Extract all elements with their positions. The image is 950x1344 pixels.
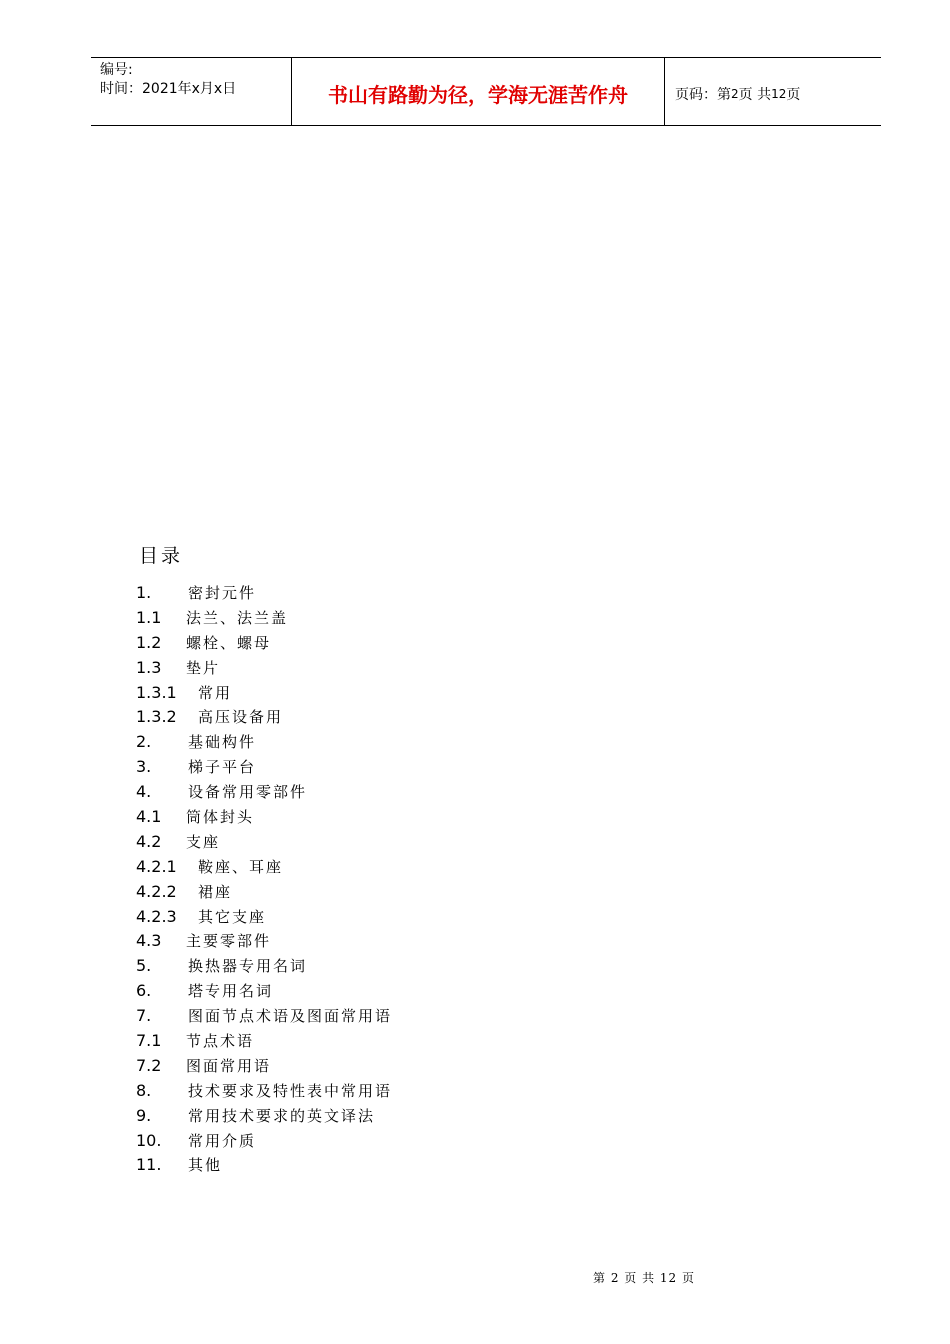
toc-item-title: 常用介质 <box>188 1131 257 1150</box>
toc-item-title: 技术要求及特性表中常用语 <box>188 1081 393 1100</box>
document-time: 时间：2021年x月x日 <box>100 81 237 97</box>
toc-item-title: 换热器专用名词 <box>188 957 308 976</box>
toc-item[interactable] <box>136 1153 392 1178</box>
toc-item-number: 4.2 <box>136 831 162 851</box>
toc-item-title: 图面常用语 <box>186 1056 272 1075</box>
header-meta <box>91 58 292 125</box>
toc-item-title: 垫片 <box>186 658 221 677</box>
toc-item[interactable] <box>136 880 392 905</box>
page-footer: 第 2 页 共 12 页 <box>593 1271 695 1285</box>
toc-item[interactable] <box>136 755 392 780</box>
toc-item-number: 4.2.1 <box>136 856 177 876</box>
toc-item[interactable] <box>136 681 392 706</box>
toc-item-number: 1.1 <box>136 607 162 627</box>
header-motto: 书山有路勤为径，学海无涯苦作舟 <box>292 58 665 125</box>
toc-item[interactable] <box>136 656 392 681</box>
toc-item[interactable] <box>136 1004 392 1029</box>
toc-item-number: 7.1 <box>136 1031 162 1051</box>
toc-item[interactable] <box>136 979 392 1004</box>
toc-item-title: 常用 <box>198 683 233 702</box>
toc-item-title: 常用技术要求的英文译法 <box>188 1106 376 1125</box>
toc-item-number: 1.3 <box>136 657 162 677</box>
toc-item-number: 1. <box>136 583 152 602</box>
toc-item-number: 6. <box>136 981 152 1001</box>
toc-item[interactable] <box>136 705 392 730</box>
toc-item[interactable] <box>136 780 392 805</box>
toc-item-number: 7. <box>136 1006 152 1026</box>
toc-item-number: 4. <box>136 782 152 802</box>
toc-item[interactable] <box>136 1104 392 1129</box>
toc-item-title: 基础构件 <box>188 733 257 752</box>
page-prefix: 页码：第 <box>675 86 731 103</box>
toc-item-title: 裙座 <box>198 882 233 901</box>
toc-item-number: 11. <box>136 1155 162 1175</box>
toc-item-title: 梯子平台 <box>188 758 257 777</box>
toc-item-number: 3. <box>136 757 152 777</box>
table-of-contents <box>136 581 392 1178</box>
toc-item-number: 10. <box>136 1130 162 1150</box>
toc-item-title: 法兰、法兰盖 <box>186 608 289 627</box>
toc-item-number: 4.3 <box>136 931 162 951</box>
toc-item[interactable] <box>136 954 392 979</box>
toc-item-number: 4.2.3 <box>136 906 177 926</box>
toc-item[interactable] <box>136 631 392 656</box>
toc-item-number: 4.1 <box>136 807 162 827</box>
toc-item-title: 密封元件 <box>188 584 257 602</box>
toc-item[interactable] <box>136 905 392 930</box>
toc-item[interactable] <box>136 606 392 631</box>
page-current: 2 <box>731 86 739 101</box>
toc-item-title: 塔专用名词 <box>188 982 274 1001</box>
toc-title: 目录 <box>139 545 184 567</box>
toc-item[interactable] <box>136 1029 392 1054</box>
toc-item-title: 其他 <box>188 1156 223 1175</box>
toc-item[interactable] <box>136 805 392 830</box>
toc-item-number: 1.3.2 <box>136 707 177 727</box>
toc-item-number: 7.2 <box>136 1055 162 1075</box>
toc-item-title: 鞍座、耳座 <box>198 857 284 876</box>
toc-item-number: 1.2 <box>136 632 162 652</box>
header-page-info <box>665 58 881 125</box>
toc-item-number: 8. <box>136 1080 152 1100</box>
toc-item-title: 节点术语 <box>186 1032 255 1051</box>
toc-item[interactable] <box>136 929 392 954</box>
toc-item-title: 支座 <box>186 832 221 851</box>
toc-item-title: 其它支座 <box>198 907 267 926</box>
toc-item[interactable] <box>136 1054 392 1079</box>
toc-item[interactable] <box>136 1129 392 1154</box>
page-header <box>91 57 881 126</box>
toc-item[interactable] <box>136 855 392 880</box>
page-suffix: 页 <box>786 86 801 103</box>
page-mid: 页 共 <box>738 86 772 103</box>
toc-item-title: 图面节点术语及图面常用语 <box>188 1007 393 1026</box>
toc-item[interactable] <box>136 581 392 606</box>
toc-item-title: 设备常用零部件 <box>188 783 308 802</box>
toc-item[interactable] <box>136 1079 392 1104</box>
page-total: 12 <box>771 86 787 101</box>
toc-item-number: 4.2.2 <box>136 881 177 901</box>
toc-item-number: 2. <box>136 732 152 752</box>
toc-item-title: 筒体封头 <box>186 808 255 827</box>
toc-item-title: 螺栓、螺母 <box>186 633 272 652</box>
toc-item-number: 9. <box>136 1105 152 1125</box>
toc-item[interactable] <box>136 830 392 855</box>
toc-item-title: 主要零部件 <box>186 932 272 951</box>
toc-item-title: 高压设备用 <box>198 708 284 727</box>
toc-item-number: 1.3.1 <box>136 682 177 702</box>
document-number-label: 编号: <box>100 62 133 78</box>
toc-item[interactable] <box>136 730 392 755</box>
toc-item-number: 5. <box>136 956 152 976</box>
